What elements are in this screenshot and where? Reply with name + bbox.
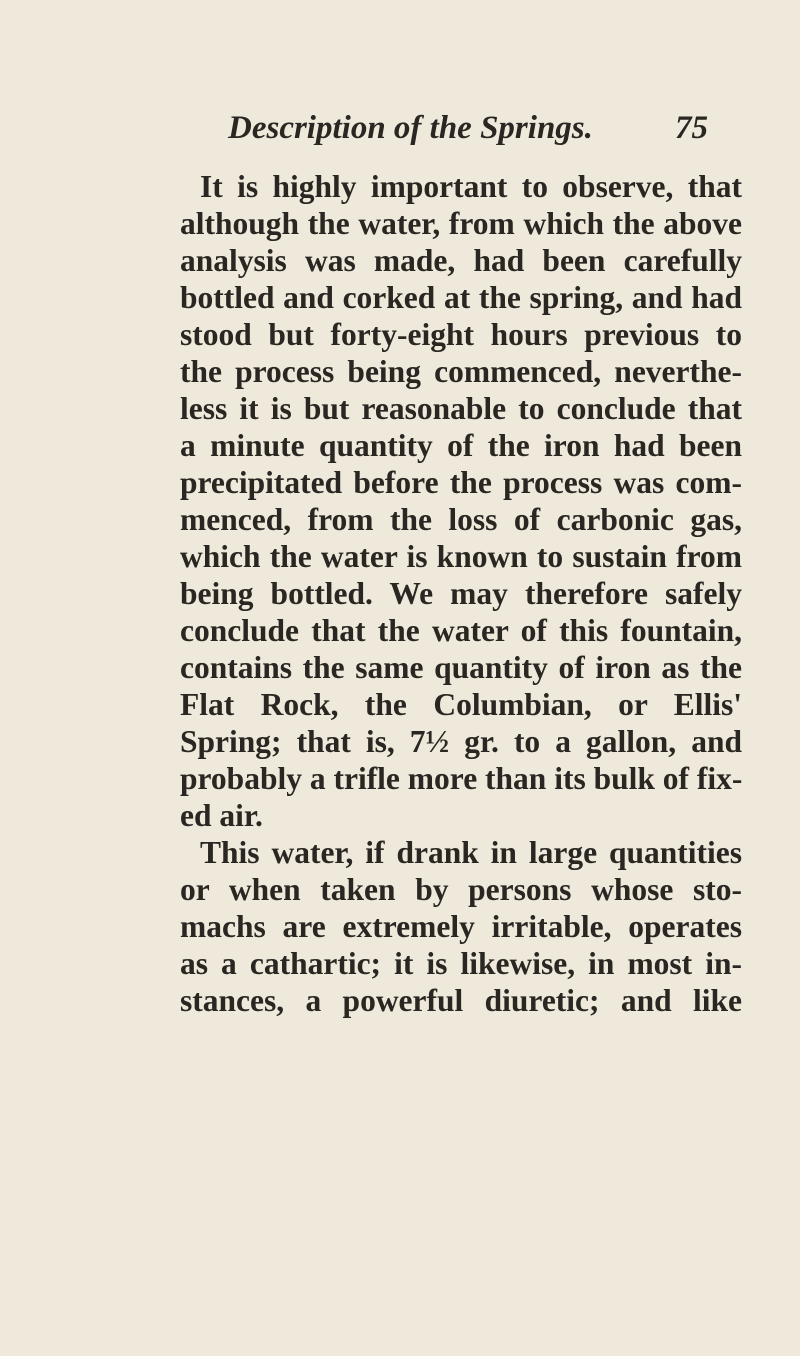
text-line: contains the same quantity of iron as the	[180, 650, 742, 685]
text-line: or when taken by persons whose sto-	[180, 872, 742, 907]
running-head	[228, 110, 708, 158]
text-line: conclude that the water of this fountain,	[180, 613, 742, 648]
text-line: stood but forty-eight hours previous to	[180, 317, 742, 352]
text-line: It is highly important to observe, that	[200, 169, 742, 204]
text-line: ed air.	[180, 798, 263, 833]
text-line: which the water is known to sustain from	[180, 539, 742, 574]
page-number: 75	[675, 110, 708, 146]
text-line: a minute quantity of the iron had been	[180, 428, 742, 463]
text-line: machs are extremely irritable, operates	[180, 909, 742, 944]
paragraph-1	[180, 168, 742, 834]
text-line: as a cathartic; it is likewise, in most in-	[180, 946, 742, 981]
text-line: being bottled. We may therefore safely	[180, 576, 742, 611]
running-head-title: Description of the Springs.	[228, 110, 593, 146]
text-line: precipitated before the process was com-	[180, 465, 742, 500]
text-line: analysis was made, had been carefully	[180, 243, 742, 278]
text-line: the process being commenced, neverthe-	[180, 354, 742, 389]
text-line: This water, if drank in large quantities	[200, 835, 742, 870]
text-line: Spring; that is, 7½ gr. to a gallon, and	[180, 724, 742, 759]
text-line: less it is but reasonable to conclude that	[180, 391, 742, 426]
text-line: bottled and corked at the spring, and had	[180, 280, 742, 315]
text-line: although the water, from which the above	[180, 206, 742, 241]
text-line: menced, from the loss of carbonic gas,	[180, 502, 742, 537]
paragraph-2	[180, 834, 742, 1019]
text-line: Flat Rock, the Columbian, or Ellis'	[180, 687, 742, 722]
text-line: probably a trifle more than its bulk of fix-	[180, 761, 743, 796]
text-line: stances, a powerful diuretic; and like	[180, 983, 742, 1018]
